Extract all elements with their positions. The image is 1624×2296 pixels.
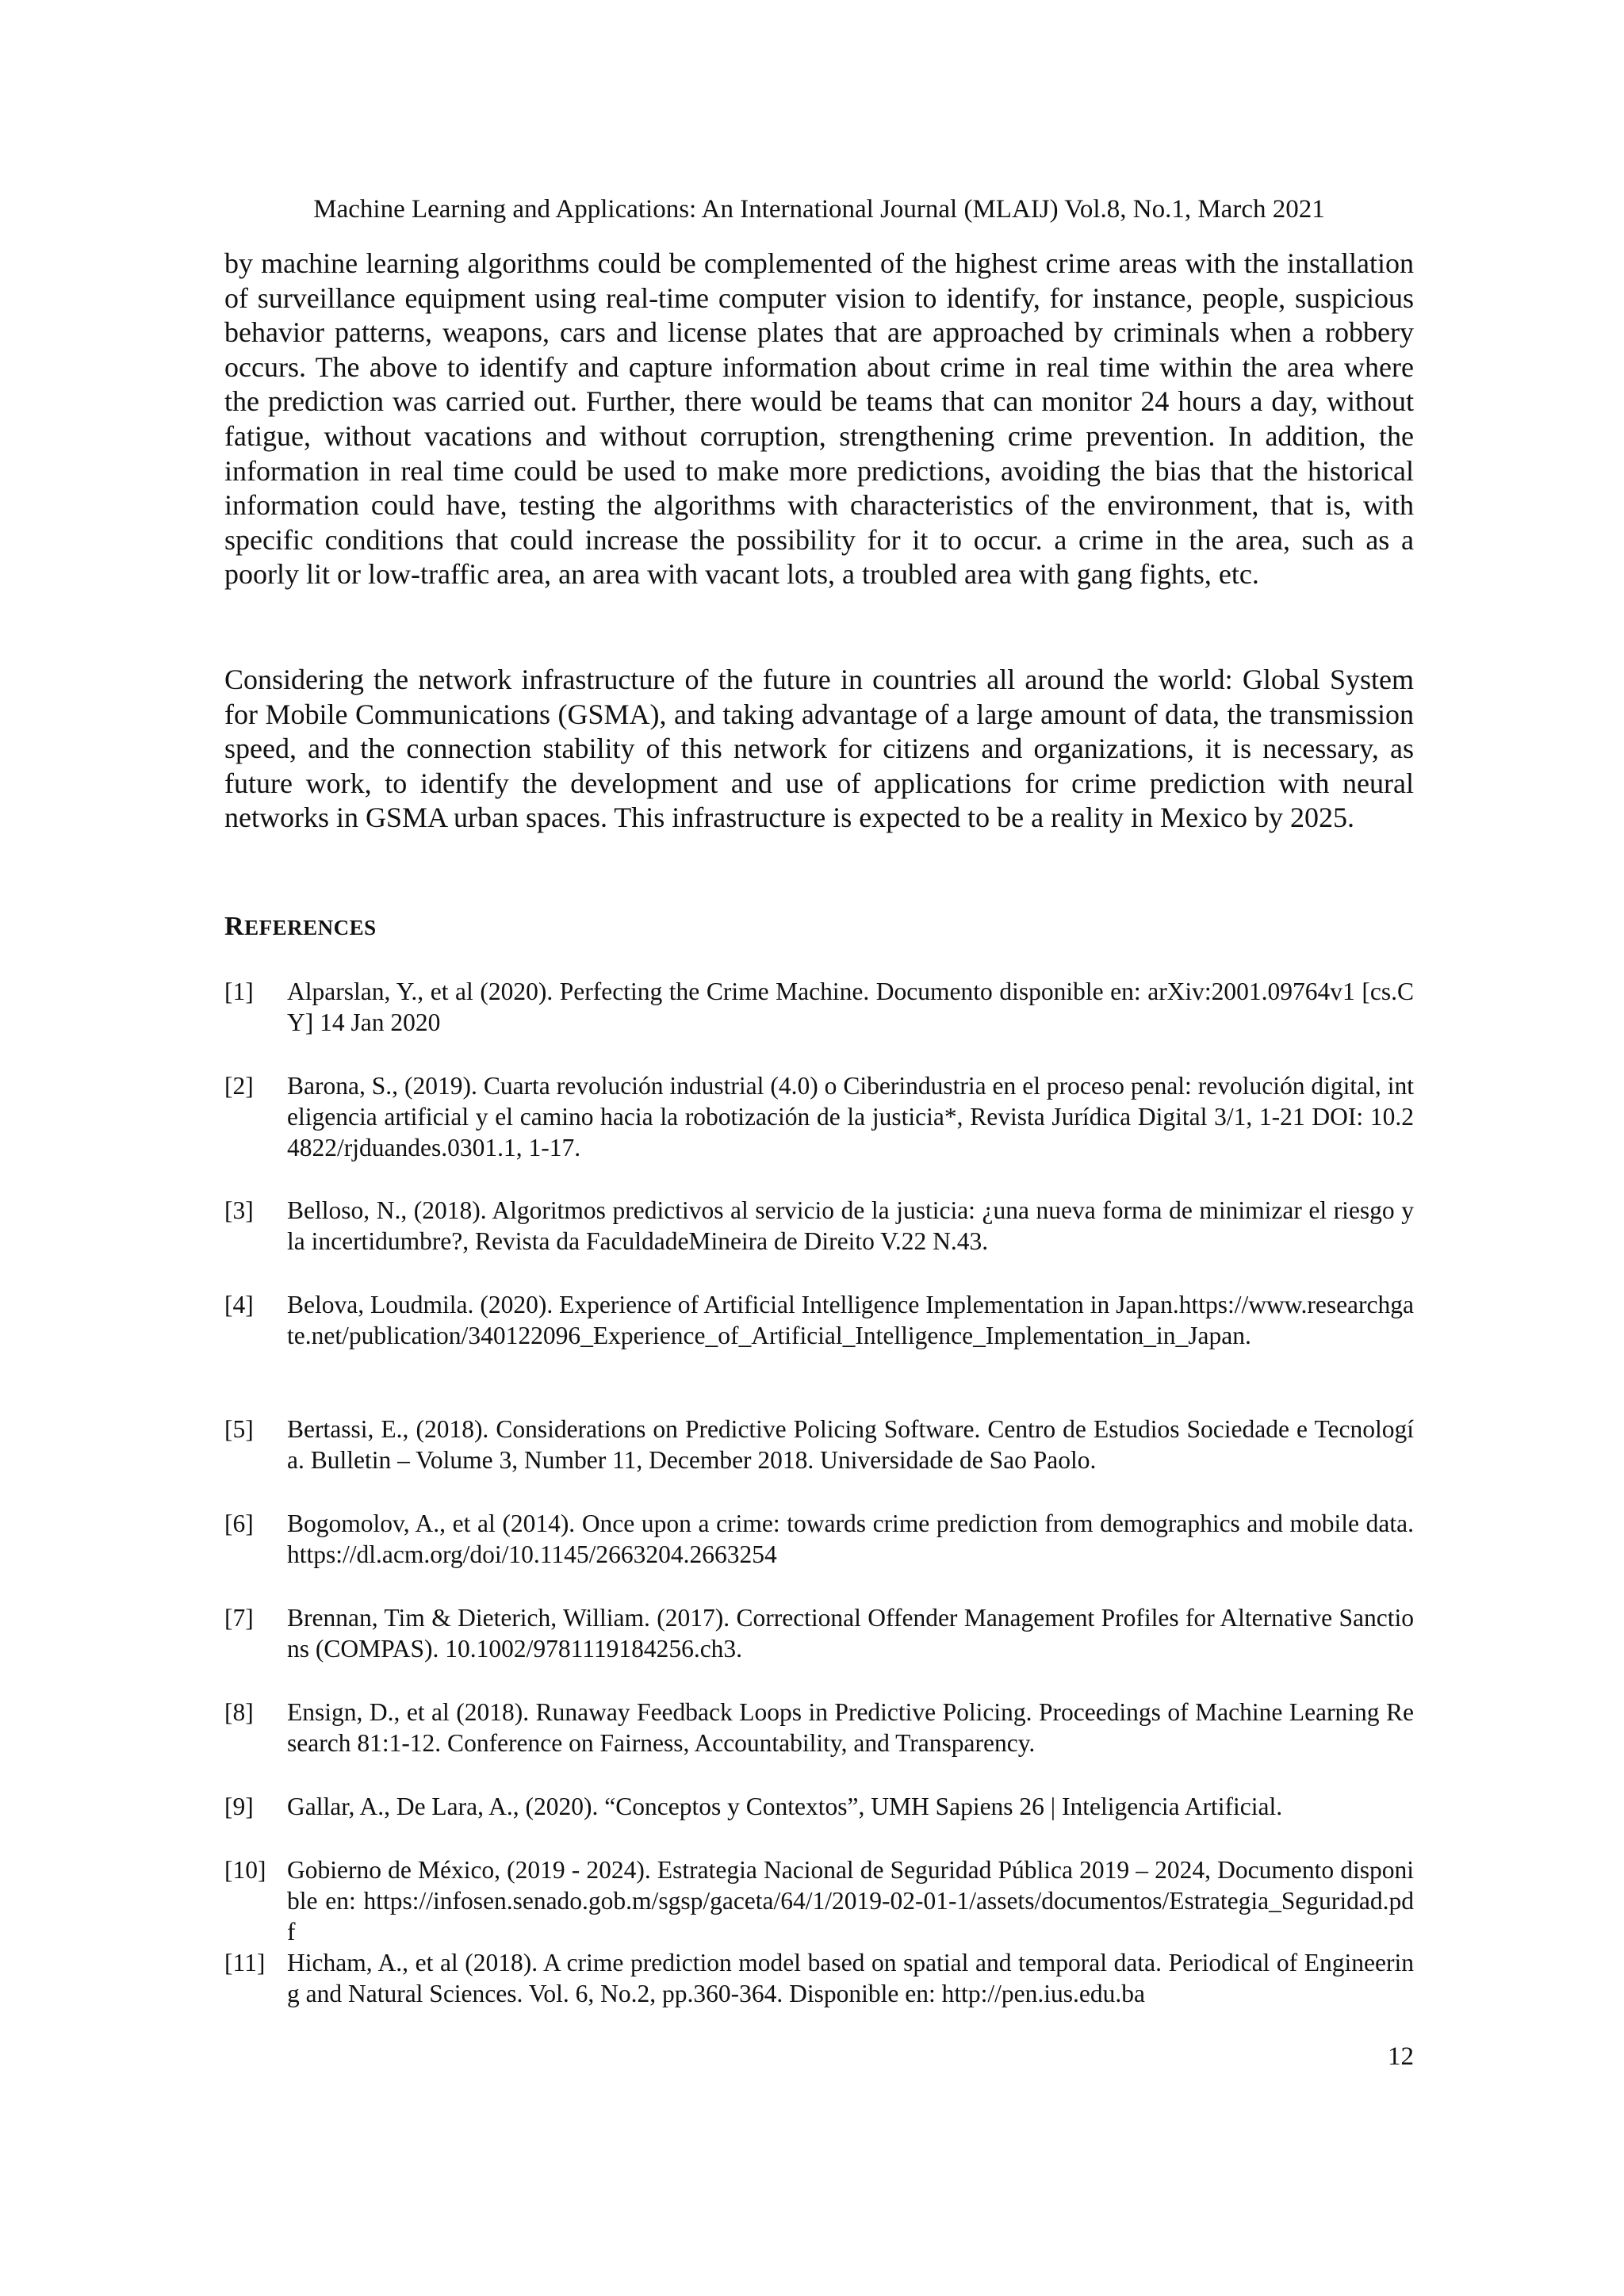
body-paragraph-2: Considering the network infrastructure of the future in countries all around the world: Global System for Mobile Communications (GSMA), and taking advantage of a large amount of data, the transmission speed, and the connection stability of this network for citizens and organizations, it is necessary, as future work, to identify the development and use of applications for crime prediction with neural networks in GSMA urban spaces. This infrastructure is expected to be a reality in Mexico by 2025. xyxy=(224,664,1414,834)
reference-number: [10] xyxy=(224,1856,266,1884)
reference-item-5 xyxy=(224,1414,1414,1475)
references-heading-initial: R xyxy=(224,912,245,941)
reference-text: Bertassi, E., (2018). Considerations on Predictive Policing Software. Centro de Estudios Sociedade e Tecnología. Bulletin – Volume 3, Number 11, December 2018. Universidade de Sao Paolo. xyxy=(287,1415,1414,1474)
running-header: Machine Learning and Applications: An International Journal (MLAIJ) Vol.8, No.1, March 2021 xyxy=(313,195,1325,224)
references-heading-rest: EFERENCES xyxy=(244,916,377,939)
reference-number: [7] xyxy=(224,1604,254,1632)
reference-item-10 xyxy=(224,1854,1414,1947)
reference-text: Gallar, A., De Lara, A., (2020). “Conceptos y Contextos”, UMH Sapiens 26 | Inteligencia Artificial. xyxy=(287,1793,1283,1820)
reference-item-6 xyxy=(224,1508,1414,1570)
reference-text: Barona, S., (2019). Cuarta revolución industrial (4.0) o Ciberindustria en el proceso penal: revolución digital, inteligencia artificial y el camino hacia la robotización de la justicia*, Revista Jurídica Digital 3/1, 1-21 DOI: 10.24822/rjduandes.0301.1, 1-17. xyxy=(287,1072,1414,1161)
reference-text: Ensign, D., et al (2018). Runaway Feedback Loops in Predictive Policing. Proceedings of Machine Learning Research 81:1-12. Conference on Fairness, Accountability, and Transparency. xyxy=(287,1698,1414,1757)
reference-item-7 xyxy=(224,1602,1414,1664)
reference-item-4 xyxy=(224,1289,1414,1351)
reference-text: Brennan, Tim & Dieterich, William. (2017). Correctional Offender Management Profiles for Alternative Sanctions (COMPAS). 10.1002/9781119184256.ch3. xyxy=(287,1604,1414,1663)
reference-text: Hicham, A., et al (2018). A crime prediction model based on spatial and temporal data. Periodical of Engineering and Natural Sciences. Vol. 6, No.2, pp.360-364. Disponible en: http://pen.ius.edu.ba xyxy=(287,1949,1414,2007)
reference-text: Belova, Loudmila. (2020). Experience of Artificial Intelligence Implementation in Japan.https://www.researchgate.net/publication/340122096_Experience_of_Artificial_Intelligence_Implementation_in_Japan. xyxy=(287,1291,1414,1349)
reference-item-11 xyxy=(224,1947,1414,2009)
reference-text: Belloso, N., (2018). Algoritmos predictivos al servicio de la justicia: ¿una nueva forma de minimizar el riesgo y la incertidumbre?, Revista da FaculdadeMineira de Direito V.22 N.43. xyxy=(287,1196,1414,1255)
reference-number: [1] xyxy=(224,978,254,1005)
page-number: 12 xyxy=(1388,2042,1414,2071)
reference-number: [6] xyxy=(224,1510,254,1537)
reference-text: Bogomolov, A., et al (2014). Once upon a crime: towards crime prediction from demographics and mobile data. https://dl.acm.org/doi/10.1145/2663204.2663254 xyxy=(287,1510,1414,1568)
reference-item-8 xyxy=(224,1697,1414,1758)
reference-number: [9] xyxy=(224,1793,254,1820)
reference-item-9 xyxy=(224,1791,1414,1822)
reference-number: [2] xyxy=(224,1072,254,1100)
reference-number: [8] xyxy=(224,1698,254,1726)
reference-item-3 xyxy=(224,1195,1414,1257)
reference-item-1 xyxy=(224,976,1414,1038)
reference-item-2 xyxy=(224,1070,1414,1163)
reference-text: Alparslan, Y., et al (2020). Perfecting the Crime Machine. Documento disponible en: arXiv:2001.09764v1 [cs.CY] 14 Jan 2020 xyxy=(287,978,1414,1036)
reference-number: [5] xyxy=(224,1415,254,1443)
reference-number: [11] xyxy=(224,1949,266,1976)
body-paragraph-1: by machine learning algorithms could be complemented of the highest crime areas with the installation of surveillance equipment using real-time computer vision to identify, for instance, people, suspicious behavior patterns, weapons, cars and license plates that are approached by criminals when a robbery occurs. The above to identify and capture information about crime in real time within the area where the prediction was carried out. Further, there would be teams that can monitor 24 hours a day, without fatigue, without vacations and without corruption, strengthening crime prevention. In addition, the information in real time could be used to make more predictions, avoiding the bias that the historical information could have, testing the algorithms with characteristics of the environment, that is, with specific conditions that could increase the possibility for it to occur. a crime in the area, such as a poorly lit or low-traffic area, an area with vacant lots, a troubled area with gang fights, etc. xyxy=(224,247,1414,591)
reference-number: [4] xyxy=(224,1291,254,1318)
reference-text: Gobierno de México, (2019 - 2024). Estrategia Nacional de Seguridad Pública 2019 – 2024, Documento disponible en: https://infosen.senado.gob.m/sgsp/gaceta/64/1/2019-02-01-1/assets/documentos/Estrategia_Seguridad.pdf xyxy=(287,1856,1414,1946)
references-heading xyxy=(224,911,377,943)
reference-number: [3] xyxy=(224,1196,254,1224)
